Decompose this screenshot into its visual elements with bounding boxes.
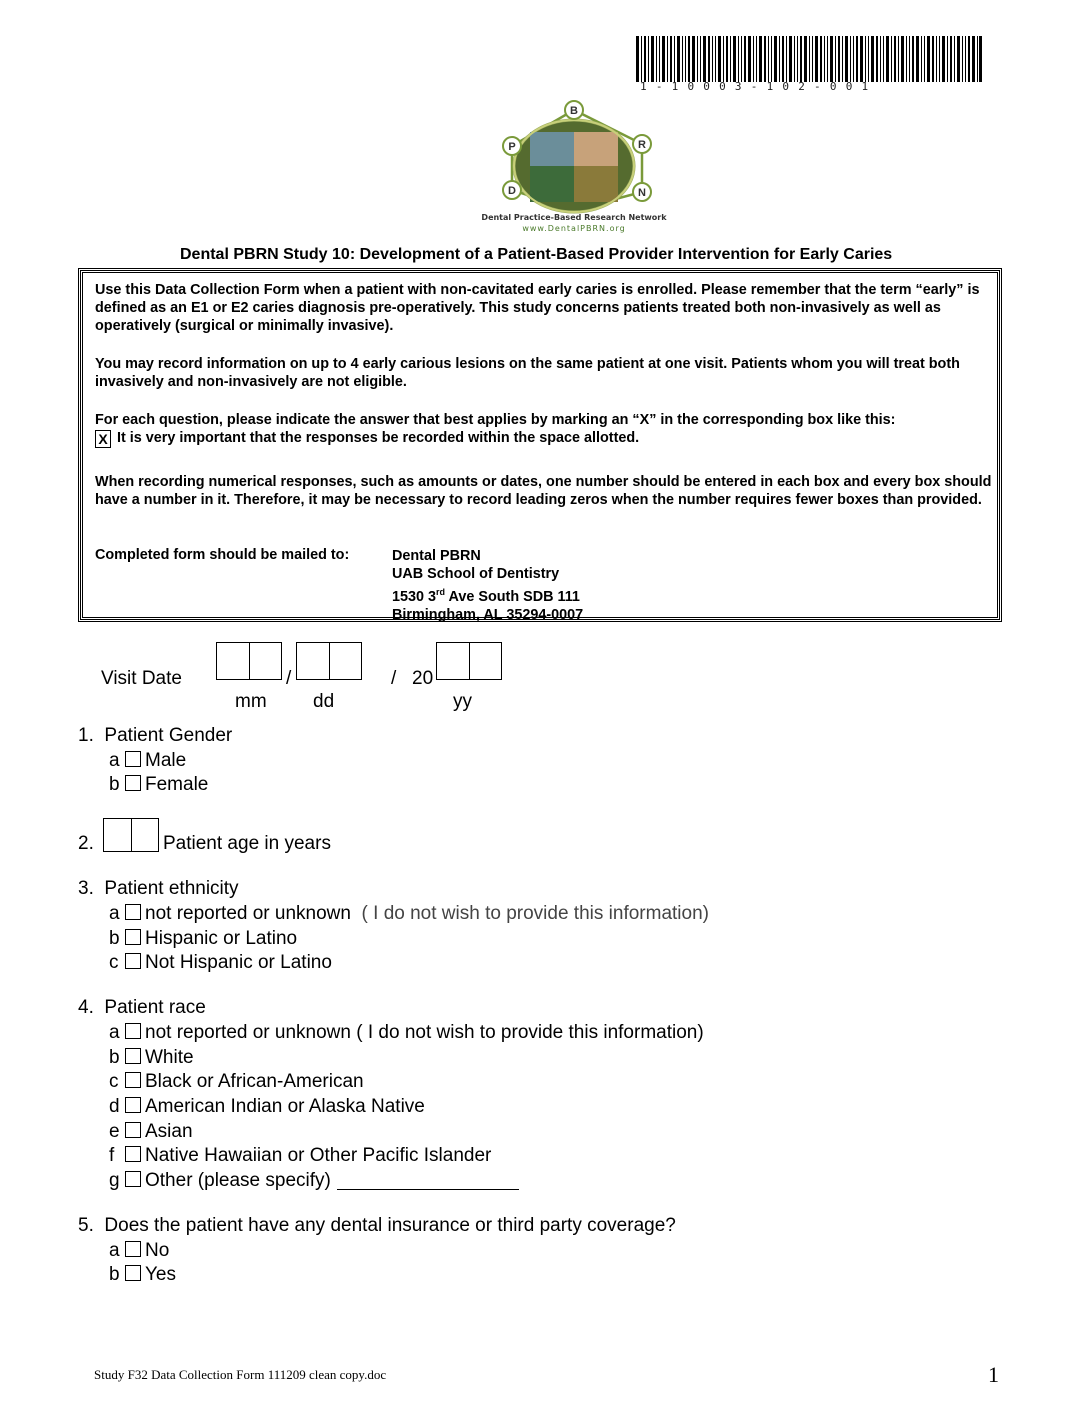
address-line-3: 1530 3rd Ave South SDB 111 <box>392 587 580 605</box>
visit-date-year-boxes[interactable] <box>436 642 502 680</box>
instructions-paragraph-4: When recording numerical responses, such as amounts or dates, one number should be entered in each box and every box should have a number in it. Therefore, it may be necessary to record leading zeros when the number requires fewer boxes than provided. <box>95 474 992 508</box>
month-caption: mm <box>235 691 267 712</box>
instructions-paragraph-1: Use this Data Collection Form when a patient with non-cavitated early caries is enrolled. Please remember that the term “early” is defined as an E1 or E2 caries diagnosis pre-operatively. This study concerns patients treated both non-invasively as well as operatively (surgical or minimally invasive). <box>95 282 980 334</box>
logo-url: www.DentalPBRN.org <box>522 224 626 233</box>
gender-option-female[interactable]: b Female <box>109 774 209 795</box>
question-4: 4. Patient race <box>78 997 206 1018</box>
ethnicity-option-not-hispanic[interactable]: c Not Hispanic or Latino <box>109 952 332 973</box>
ethnicity-option-hispanic[interactable]: b Hispanic or Latino <box>109 928 298 949</box>
question-2-text: Patient age in years <box>163 833 331 854</box>
logo-letter-p: P <box>508 141 516 153</box>
checkbox[interactable] <box>125 904 141 920</box>
race-option-black[interactable]: c Black or African-American <box>109 1071 364 1092</box>
race-option-pacific-islander[interactable]: f Native Hawaiian or Other Pacific Islander <box>109 1145 492 1166</box>
race-option-asian[interactable]: e Asian <box>109 1121 193 1142</box>
logo-letter-r: R <box>638 139 646 151</box>
ethnicity-option-not-reported[interactable]: a not reported or unknown ( I do not wish to provide this information) <box>109 903 709 924</box>
logo-letter-n: N <box>638 187 646 199</box>
logo-letter-d: D <box>508 185 516 197</box>
barcode <box>636 36 982 82</box>
insurance-option-no[interactable]: a No <box>109 1240 170 1261</box>
mail-label: Completed form should be mailed to: <box>95 547 350 563</box>
question-2-number: 2. <box>78 833 94 854</box>
insurance-option-yes[interactable]: b Yes <box>109 1264 176 1285</box>
checkbox[interactable] <box>125 1241 141 1257</box>
race-option-white[interactable]: b White <box>109 1047 194 1068</box>
visit-date-label: Visit Date <box>101 668 182 689</box>
checkbox[interactable] <box>125 1122 141 1138</box>
checkbox[interactable] <box>125 1146 141 1162</box>
gender-option-male[interactable]: a Male <box>109 750 187 771</box>
visit-date-month-boxes[interactable] <box>216 642 282 680</box>
date-separator-2: / <box>391 668 397 689</box>
race-option-other[interactable]: g Other (please specify) <box>109 1170 519 1192</box>
instructions-box <box>78 268 1002 622</box>
visit-date-day-boxes[interactable] <box>296 642 362 680</box>
checkbox[interactable] <box>125 751 141 767</box>
question-3: 3. Patient ethnicity <box>78 878 239 899</box>
mailing-address <box>392 547 583 624</box>
address-line-1: Dental PBRN <box>392 548 481 564</box>
checkbox[interactable] <box>125 1072 141 1088</box>
age-boxes[interactable] <box>103 818 159 852</box>
day-caption: dd <box>313 691 335 712</box>
question-5: 5. Does the patient have any dental insurance or third party coverage? <box>78 1215 676 1236</box>
instructions-paragraph-2: You may record information on up to 4 early carious lesions on the same patient at one visit. Patients whom you will treat both invasively and non-invasively are not eligible. <box>95 356 960 390</box>
checkbox[interactable] <box>125 953 141 969</box>
checkbox[interactable] <box>125 929 141 945</box>
checkbox[interactable] <box>125 1171 141 1187</box>
checkbox[interactable] <box>125 1097 141 1113</box>
race-option-american-indian[interactable]: d American Indian or Alaska Native <box>109 1096 425 1117</box>
address-line-4: Birmingham, AL 35294-0007 <box>392 606 584 623</box>
checkbox[interactable] <box>125 1023 141 1039</box>
footer-filename: Study F32 Data Collection Form 111209 clean copy.doc <box>94 1367 387 1382</box>
example-marked-box: X <box>95 430 111 448</box>
instructions-paragraph-3: For each question, please indicate the answer that best applies by marking an “X” in the corresponding box like this: <box>95 412 896 428</box>
logo-letter-b: B <box>570 105 578 117</box>
checkbox[interactable] <box>125 1265 141 1281</box>
date-century: 20 <box>412 668 434 689</box>
instructions-paragraph-3b <box>95 429 995 448</box>
checkbox[interactable] <box>125 1048 141 1064</box>
race-option-not-reported[interactable]: a not reported or unknown ( I do not wish to provide this information) <box>109 1022 704 1043</box>
logo-name: Dental Practice-Based Research Network <box>481 213 667 222</box>
year-caption: yy <box>453 691 472 712</box>
barcode-digits: 1-10003-102-001 <box>640 80 878 93</box>
date-separator-1: / <box>286 668 292 689</box>
document-title: Dental PBRN Study 10: Development of a Patient-Based Provider Intervention for Early Caries <box>180 246 893 263</box>
question-1: 1. Patient Gender <box>78 725 233 746</box>
address-line-2: UAB School of Dentistry <box>392 566 560 582</box>
checkbox[interactable] <box>125 775 141 791</box>
page-number: 1 <box>988 1362 999 1387</box>
instructions-note: It is very important that the responses be recorded within the space allotted. <box>117 430 640 446</box>
other-specify-line[interactable] <box>337 1170 519 1190</box>
